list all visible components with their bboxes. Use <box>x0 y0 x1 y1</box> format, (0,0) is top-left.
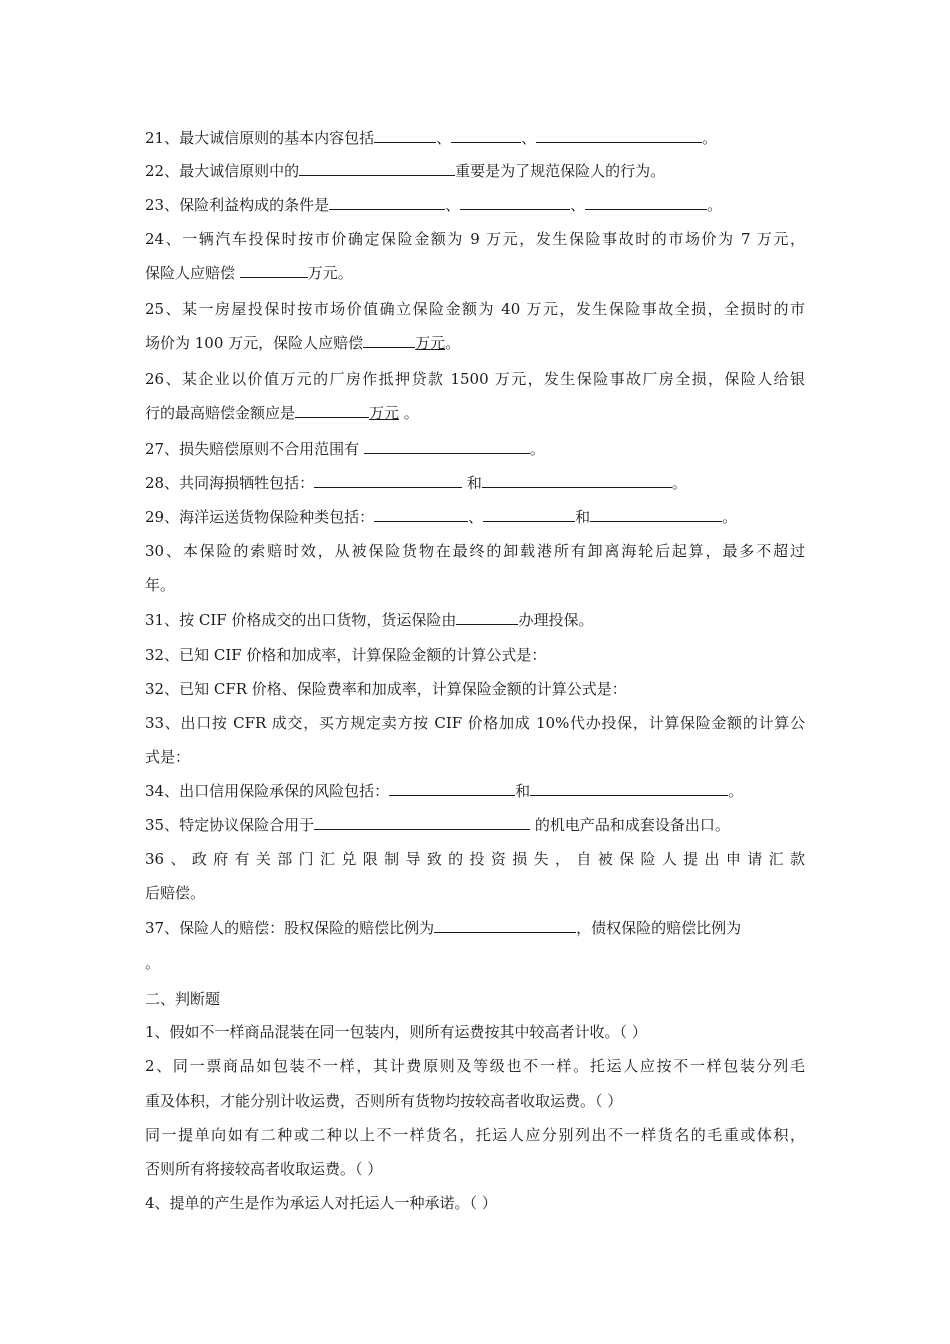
question-27: 27、损失赔偿原则不合用范围有 。 <box>145 440 545 458</box>
answer-blank[interactable] <box>374 128 436 143</box>
question-28: 28、共同海损牺牲包括： 和 。 <box>145 474 687 492</box>
question-32b: 32、已知 CFR 价格、保险费率和加成率，计算保险金额的计算公式是： <box>145 680 627 698</box>
answer-blank[interactable] <box>451 128 521 143</box>
question-32a: 32、已知 CIF 价格和加成率，计算保险金额的计算公式是： <box>145 646 547 664</box>
answer-blank[interactable] <box>314 473 462 488</box>
answer-blank[interactable] <box>585 195 707 210</box>
answer-blank[interactable] <box>460 195 570 210</box>
question-36-line-1: 36、政府有关部门汇兑限制导致的投资损失，自被保险人提出申请汇款 <box>145 850 805 868</box>
question-29: 29、海洋运送货物保险种类包括： 、 和 。 <box>145 508 738 526</box>
answer-blank[interactable] <box>456 610 518 625</box>
question-30-line-2: 年。 <box>145 576 176 594</box>
question-25-line-2: 场价为 100 万元，保险人应赔偿 万元。 <box>145 334 461 352</box>
judgment-2-line-2: 重及体积，才能分别计收运费，否则所有货物均按较高者收取运费。（ ） <box>145 1092 623 1110</box>
question-31: 31、按 CIF 价格成交的出口货物，货运保险由 办理投保。 <box>145 611 594 629</box>
question-36-line-2: 后赔偿。 <box>145 884 206 902</box>
judgment-2-line-1: 2、同一票商品如包装不一样，其计费原则及等级也不一样。托运人应按不一样包装分列毛 <box>145 1057 805 1075</box>
question-25-line-1: 25、某一房屋投保时按市场价值确立保险金额为 40 万元，发生保险事故全损，全损时的市 <box>145 300 805 318</box>
question-37: 37、保险人的赔偿：股权保险的赔偿比例为 ，债权保险的赔偿比例为 <box>145 919 742 937</box>
question-24-line-1: 24、一辆汽车投保时按市价确定保险金额为 9 万元，发生保险事故时的市场价为 7 万元， <box>145 230 805 248</box>
answer-blank[interactable] <box>434 918 576 933</box>
question-26-line-1: 26、某企业以价值万元的厂房作抵押贷款 1500 万元，发生保险事故厂房全损，保险人给银 <box>145 370 805 388</box>
question-21: 21、最大诚信原则的基本内容包括 、 、 。 <box>145 129 718 147</box>
answer-blank[interactable] <box>389 781 515 796</box>
answer-blank[interactable] <box>482 473 672 488</box>
question-33-line-2: 式是： <box>145 748 191 766</box>
question-22: 22、最大诚信原则中的 重要是为了规范保险人的行为。 <box>145 162 666 180</box>
answer-blank[interactable] <box>314 815 530 830</box>
question-24-line-2: 保险人应赔偿 万元。 <box>145 264 353 282</box>
question-34: 34、出口信用保险承保的风险包括： 和 。 <box>145 782 744 800</box>
answer-blank[interactable] <box>536 128 702 143</box>
section-heading: 二、判断题 <box>145 990 221 1008</box>
answer-blank[interactable] <box>363 333 415 348</box>
answer-blank[interactable] <box>364 439 530 454</box>
answer-blank[interactable] <box>240 263 308 278</box>
question-26-line-2: 行的最高赔偿金额应是 万元 。 <box>145 404 419 422</box>
question-23: 23、保险利益构成的条件是 、 、 。 <box>145 196 723 214</box>
question-33-line-1: 33、出口按 CFR 成交，买方规定卖方按 CIF 价格加成 10%代办投保，计算保险金额的计算公 <box>145 714 805 732</box>
answer-blank[interactable] <box>483 507 575 522</box>
judgment-3-line-1: 同一提单向如有二种或二种以上不一样货名，托运人应分别列出不一样货名的毛重或体积， <box>145 1126 805 1144</box>
answer-blank[interactable] <box>299 161 455 176</box>
judgment-1: 1、假如不一样商品混装在同一包装内，则所有运费按其中较高者计收。（ ） <box>145 1023 647 1041</box>
answer-blank[interactable] <box>329 195 445 210</box>
answer-blank[interactable] <box>590 507 722 522</box>
answer-blank[interactable] <box>530 781 728 796</box>
answer-blank[interactable] <box>374 507 468 522</box>
judgment-4: 4、提单的产生是作为承运人对托运人一种承诺。（ ） <box>145 1194 497 1212</box>
question-30-line-1: 30、本保险的索赔时效，从被保险货物在最终的卸载港所有卸离海轮后起算，最多不超过 <box>145 542 805 560</box>
question-35: 35、特定协议保险合用于 的机电产品和成套设备出口。 <box>145 816 730 834</box>
answer-blank[interactable] <box>295 403 369 418</box>
question-37-line-2: 。 <box>145 954 161 972</box>
judgment-3-line-2: 否则所有将接较高者收取运费。（ ） <box>145 1160 383 1178</box>
